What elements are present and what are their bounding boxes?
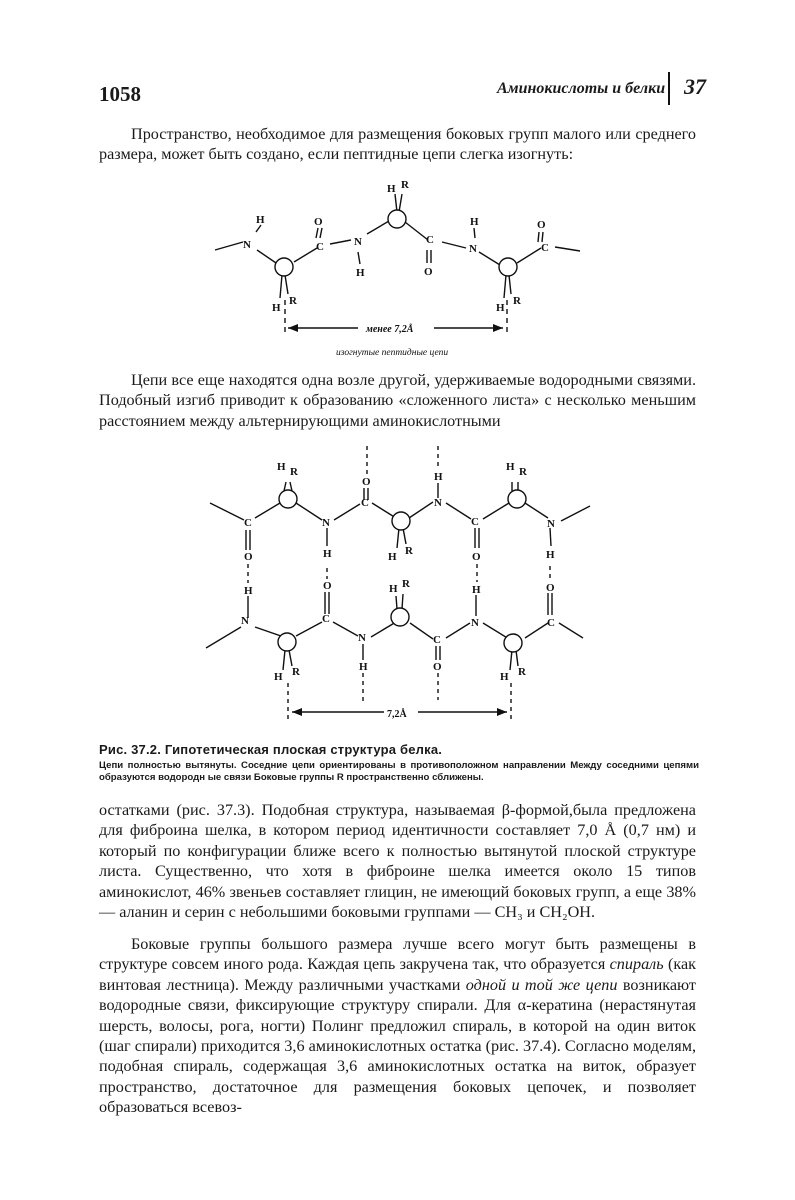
atom-r: R	[290, 466, 298, 478]
atom-h: H	[496, 302, 505, 314]
atom-h: H	[546, 549, 555, 561]
paragraph-2: Цепи все еще находятся одна возле другой, удерживаемые водородными связями. Подобный изгиб приводит к образованию «сложенного листа» с несколько меньшим расстоянием между альтернирующими аминокислотными	[99, 371, 696, 430]
distance-label-bent: менее 7,2Å	[366, 324, 414, 335]
atom-n: N	[358, 632, 366, 644]
atom-r: R	[402, 578, 410, 590]
atom-r: R	[289, 295, 297, 307]
figure-flat-sheet	[0, 440, 795, 735]
atom-o: O	[362, 476, 371, 488]
atom-c: C	[316, 241, 324, 253]
atom-h: H	[256, 214, 265, 226]
paragraph-4	[99, 934, 696, 1118]
atom-n: N	[322, 517, 330, 529]
atom-n: N	[471, 617, 479, 629]
atom-n: N	[241, 615, 249, 627]
running-title: Аминокислоты и белки	[497, 80, 666, 97]
atom-h: H	[434, 471, 443, 483]
atom-n: N	[434, 497, 442, 509]
paragraph-4-part-a: Боковые группы большого размера лучше всего могут быть размещены в структуре совсем иного рода. Каждая цепь закручена так, что образуется	[99, 935, 696, 974]
atom-o: O	[433, 661, 442, 673]
atom-n: N	[354, 236, 362, 248]
atom-h: H	[500, 671, 509, 683]
atom-c: C	[541, 242, 549, 254]
page-number: 1058	[99, 82, 141, 106]
atom-o: O	[314, 216, 323, 228]
header-divider	[668, 72, 670, 105]
atom-o: O	[546, 582, 555, 594]
atom-h: H	[506, 461, 515, 473]
atom-c: C	[322, 613, 330, 625]
paragraph-3: остатками (рис. 37.3). Подобная структура, называемая β-формой,была предложена для фиброина шелка, в котором период идентичности составляет 7,0 Å (0,7 нм) и который по конфигурации ближе всего к полностью вытянутой плоской структуре листа. Существенно, что хотя в фиброине шелка имеется около 15 типов аминокислот, 46% звеньев составляет глицин, не имеющий боковых групп, а еще 38% — аланин и серин с небольшими боковыми группами — CH₃ и CH₂OH.	[99, 801, 696, 922]
atom-r: R	[401, 179, 409, 191]
paragraph-1: Пространство, необходимое для размещения боковых групп малого или среднего размера, может быть создано, если пептидные цепи слегка изогнуть:	[99, 125, 696, 164]
atom-o: O	[424, 266, 433, 278]
atom-r: R	[292, 666, 300, 678]
atom-c: C	[547, 617, 555, 629]
paragraph-4-emphasis-same-chain: одной и той же цепи	[465, 975, 618, 994]
distance-label-flat: 7,2Å	[387, 709, 407, 720]
chapter-number: 37	[684, 74, 706, 99]
atom-c: C	[361, 497, 369, 509]
atom-h: H	[274, 671, 283, 683]
atom-c: C	[426, 234, 434, 246]
paragraph-4-part-c: возникают водородные связи, фиксирующие структуру спирали. Для α-кератина (нерастянутая шерсть, волосы, рога, ногти) Полинг предложил спираль, в которой на один виток (шаг спирали) приходится 3,6 аминокислотных остатка (рис. 37.4). Согласно моделям, подобная спираль, содержащая 3,6 аминокислотных остатка на виток, образует пространство, достаточное для размещения боковых цепочек, и позволяет образоваться всевоз-	[99, 975, 696, 1117]
atom-h: H	[359, 661, 368, 673]
atom-n: N	[243, 239, 251, 251]
atom-n: N	[469, 243, 477, 255]
atom-h: H	[470, 216, 479, 228]
atom-h: H	[387, 183, 396, 195]
atom-h: H	[389, 583, 398, 595]
atom-r: R	[519, 466, 527, 478]
figure-bent-chains	[0, 170, 795, 365]
atom-o: O	[537, 219, 546, 231]
atom-h: H	[472, 584, 481, 596]
figure1-caption: изогнутые пептидные цепи	[336, 348, 449, 358]
atom-o: O	[472, 551, 481, 563]
figure-caption-body: Цепи полностью вытянуты. Соседние цепи ориентированы в противоположном направлении Между соседними цепями образуются водородн ые связи Боковые группы R пространственно сближены.	[99, 760, 699, 783]
paragraph-4-part-b: (как винтовая лестница). Между различными участками	[99, 955, 696, 994]
atom-n: N	[547, 518, 555, 530]
atom-c: C	[471, 516, 479, 528]
atom-o: O	[323, 580, 332, 592]
atom-h: H	[388, 551, 397, 563]
atom-h: H	[244, 585, 253, 597]
atom-h: H	[356, 267, 365, 279]
atom-o: O	[244, 551, 253, 563]
paragraph-4-emphasis-spiral: спираль	[609, 955, 664, 974]
atom-h: H	[277, 461, 286, 473]
atom-r: R	[513, 295, 521, 307]
atom-h: H	[272, 302, 281, 314]
atom-c: C	[244, 517, 252, 529]
atom-h: H	[323, 548, 332, 560]
figure-caption-title: Рис. 37.2. Гипотетическая плоская структура белка.	[99, 742, 443, 757]
atom-r: R	[518, 666, 526, 678]
atom-c: C	[433, 634, 441, 646]
atom-r: R	[405, 545, 413, 557]
